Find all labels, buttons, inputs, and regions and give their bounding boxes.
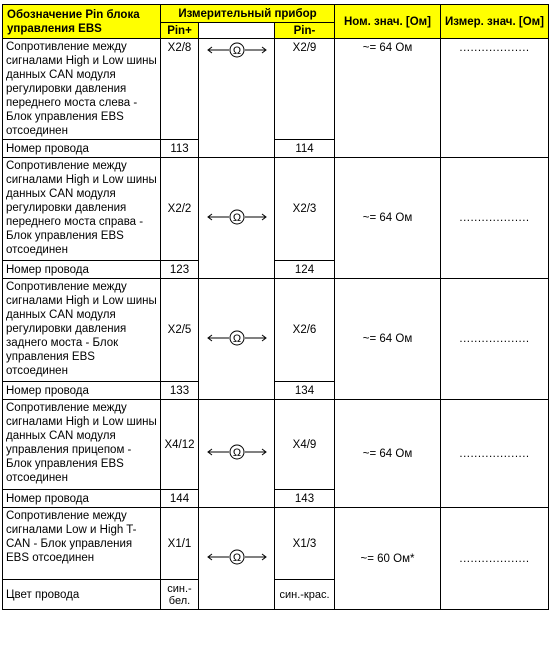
row-description: Сопротивление между сигналами High и Low шины данных CAN модуля регулировки давления переднего моста справа - Блок управления EBS отсоединен — [3, 158, 161, 261]
ohmmeter-icon — [206, 549, 268, 565]
ohmmeter-cell — [199, 400, 275, 508]
ohmmeter-cell — [199, 158, 275, 279]
pin-plus-cell: X2/5 — [161, 279, 199, 382]
table-row — [3, 158, 549, 261]
ohmmeter-icon — [206, 330, 268, 346]
wire-label: Цвет провода — [3, 580, 161, 610]
measured-value-cell: ................... — [441, 39, 549, 158]
wire-label: Номер провода — [3, 490, 161, 508]
wire-plus-cell: 113 — [161, 140, 199, 158]
row-description: Сопротивление между сигналами Low и High T-CAN - Блок управления EBS отсоединен — [3, 508, 161, 580]
ohmmeter-cell — [199, 508, 275, 610]
wire-minus-cell: 134 — [275, 382, 335, 400]
measurement-table-wrap — [2, 4, 549, 610]
nominal-value-cell: ~= 64 Ом — [335, 279, 441, 400]
pin-minus-cell: X4/9 — [275, 400, 335, 490]
measured-value-cell: ................... — [441, 279, 549, 400]
wire-plus-cell: 133 — [161, 382, 199, 400]
row-description: Сопротивление между сигналами High и Low шины данных CAN модуля регулировки давления заднего моста - Блок управления EBS отсоединен — [3, 279, 161, 382]
nominal-value-cell: ~= 64 Ом — [335, 39, 441, 158]
svg-text:Ω: Ω — [232, 447, 241, 459]
measurement-table — [2, 4, 549, 610]
svg-text:Ω: Ω — [232, 45, 241, 57]
header-pin-minus: Pin- — [275, 23, 335, 39]
wire-minus-cell: син.-крас. — [275, 580, 335, 610]
svg-text:Ω: Ω — [232, 332, 241, 345]
table-row — [3, 508, 549, 580]
nominal-value-cell: ~= 64 Ом — [335, 400, 441, 508]
pin-plus-cell: X2/8 — [161, 39, 199, 140]
pin-minus-cell: X2/3 — [275, 158, 335, 261]
header-pin-plus: Pin+ — [161, 23, 199, 39]
table-body — [3, 39, 549, 610]
pin-minus-cell: X2/6 — [275, 279, 335, 382]
measured-value-cell: ................... — [441, 508, 549, 610]
wire-minus-cell: 124 — [275, 261, 335, 279]
row-description: Сопротивление между сигналами High и Low шины данных CAN модуля управления прицепом - Блок управления EBS отсоединен — [3, 400, 161, 490]
pin-minus-cell: X2/9 — [275, 39, 335, 140]
nominal-value-cell: ~= 60 Ом* — [335, 508, 441, 610]
wire-label: Номер провода — [3, 382, 161, 400]
measured-value-cell: ................... — [441, 400, 549, 508]
pin-plus-cell: X4/12 — [161, 400, 199, 490]
wire-plus-cell: 144 — [161, 490, 199, 508]
header-instrument: Измерительный прибор — [161, 5, 335, 23]
wire-minus-cell: 114 — [275, 140, 335, 158]
ohmmeter-cell — [199, 39, 275, 158]
nominal-value-cell: ~= 64 Ом — [335, 158, 441, 279]
ohmmeter-icon — [206, 209, 268, 225]
measured-value-cell: ................... — [441, 158, 549, 279]
table-row — [3, 39, 549, 140]
ohmmeter-cell — [199, 279, 275, 400]
wire-label: Номер провода — [3, 140, 161, 158]
header-symbol-blank — [199, 23, 275, 39]
header-designation: Обозначение Pin блока управления EBS — [3, 5, 161, 39]
table-row — [3, 279, 549, 382]
ohmmeter-icon — [206, 444, 268, 460]
pin-minus-cell: X1/3 — [275, 508, 335, 580]
wire-plus-cell: син.-бел. — [161, 580, 199, 610]
pin-plus-cell: X1/1 — [161, 508, 199, 580]
wire-plus-cell: 123 — [161, 261, 199, 279]
row-description: Сопротивление между сигналами High и Low шины данных CAN модуля регулировки давления переднего моста слева - Блок управления EBS отсоединен — [3, 39, 161, 140]
svg-text:Ω: Ω — [232, 552, 241, 564]
wire-minus-cell: 143 — [275, 490, 335, 508]
header-measured: Измер. знач. [Ом] — [441, 5, 549, 39]
pin-plus-cell: X2/2 — [161, 158, 199, 261]
wire-label: Номер провода — [3, 261, 161, 279]
svg-text:Ω: Ω — [232, 211, 241, 224]
table-row — [3, 400, 549, 490]
ohmmeter-icon — [206, 42, 268, 58]
header-nominal: Ном. знач. [Ом] — [335, 5, 441, 39]
